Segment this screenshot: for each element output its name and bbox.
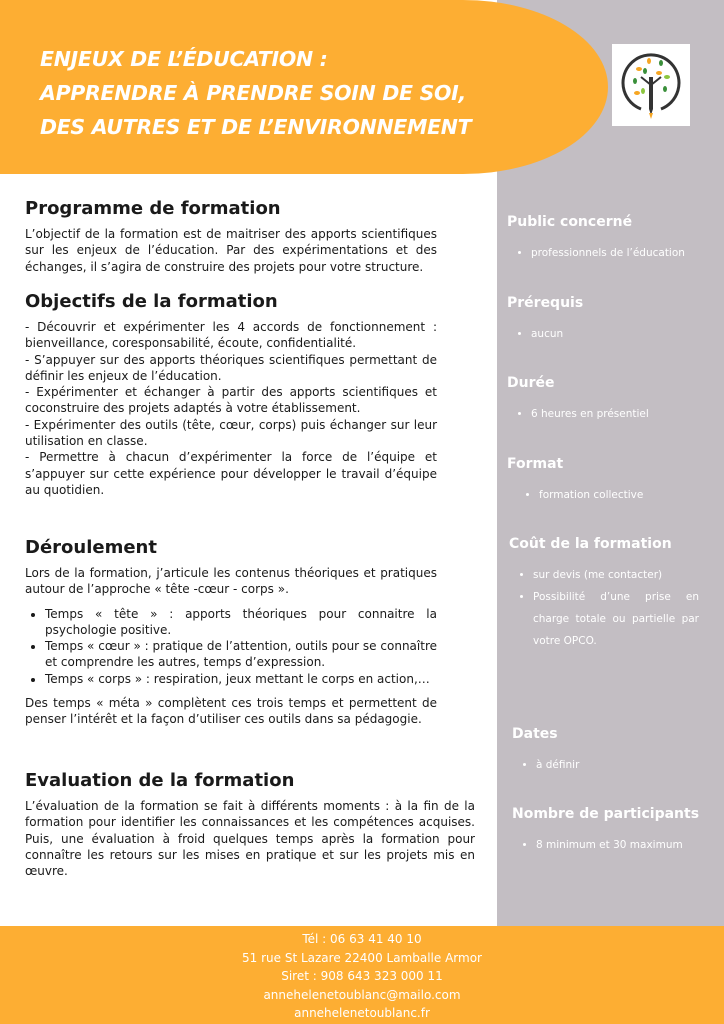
sidebar-heading: Public concerné [507, 214, 633, 230]
tree-pencil-logo-icon [619, 49, 683, 121]
sidebar-public [507, 214, 697, 264]
sidebar-cout [509, 536, 699, 652]
objective-line: - Expérimenter des outils (tête, cœur, corps) puis échanger sur leur utilisation en classe. [25, 417, 437, 449]
objective-line: - Expérimenter et échanger à partir des apports scientifiques et coconstruire des projets adaptés à votre établissement. [25, 385, 437, 416]
list-item: • Temps « tête » : apports théoriques pour connaitre la psychologie positive. [45, 606, 437, 639]
section-heading: Déroulement [25, 537, 157, 558]
sidebar-duree [507, 375, 697, 425]
list-item: • professionnels de l’éducation [531, 242, 697, 264]
sidebar-heading: Format [507, 456, 564, 472]
objective-line: - S’appuyer sur des apports théoriques scientifiques permettant de définir les enjeux de l’éducation. [25, 352, 437, 383]
deroulement-intro: Lors de la formation, j’articule les contenus théoriques et pratiques autour de l’approche « tête -cœur - corps ». [25, 566, 437, 597]
objective-line: - Permettre à chacun d’expérimenter la force de l’équipe et s’appuyer sur cette expérience pour développer le travail d’équipe au quotidien. [25, 450, 437, 497]
title-line: APPRENDRE À PRENDRE SOIN DE SOI, [40, 81, 466, 105]
list-item: • à définir [536, 754, 702, 776]
list-item: • sur devis (me contacter) [533, 564, 699, 586]
list-item: • Temps « corps » : respiration, jeux mettant le corps en action,… [45, 671, 437, 687]
programme-text: L’objectif de la formation est de maitriser des apports scientifiques sur les enjeux de l’éducation. Par des expérimentations et des échanges, il s’agira de construire des projets pour votre structure. [25, 227, 437, 274]
sidebar-prerequis [507, 295, 697, 345]
list-item: • aucun [531, 323, 697, 345]
sidebar-participants [512, 806, 717, 856]
deroulement-section [25, 537, 437, 728]
sidebar-heading: Dates [512, 726, 558, 742]
sidebar-heading: Coût de la formation [509, 536, 672, 552]
title-line: DES AUTRES ET DE L’ENVIRONNEMENT [40, 115, 472, 139]
sidebar-heading: Durée [507, 375, 555, 391]
list-item: • Temps « cœur » : pratique de l’attention, outils pour se connaître et comprendre les autres, temps d’expression. [45, 638, 437, 671]
evaluation-text: L’évaluation de la formation se fait à différents moments : à la fin de la formation pour identifier les connaissances et les compétences acquises. Puis, une évaluation à froid quelques temps après la formation pour connaître les retours sur les mises en pratique et sur les projets mis en œuvre. [25, 799, 475, 879]
objective-line: - Découvrir et expérimenter les 4 accords de fonctionnement : bienveillance, coresponsabilité, écoute, confidentialité. [25, 320, 437, 351]
deroulement-outro: Des temps « méta » complètent ces trois temps et permettent de penser l’intérêt et la façon d’utiliser ces outils dans sa pédagogie. [25, 696, 437, 727]
sidebar-heading: Nombre de participants [512, 806, 700, 822]
list-item: • formation collective [539, 484, 697, 506]
list-item: • 8 minimum et 30 maximum [536, 834, 717, 856]
section-heading: Evaluation de la formation [25, 770, 295, 791]
sidebar-format [507, 456, 697, 506]
footer-email[interactable]: annehelenetoublanc@mailo.com [263, 987, 461, 1002]
footer [0, 926, 724, 1024]
footer-website[interactable]: annehelenetoublanc.fr [294, 1006, 430, 1020]
footer-address: 51 rue St Lazare 22400 Lamballe Armor [242, 950, 482, 965]
footer-phone: Tél : 06 63 41 40 10 [302, 932, 422, 946]
logo [612, 44, 690, 126]
section-heading: Programme de formation [25, 198, 281, 219]
list-item: • 6 heures en présentiel [531, 403, 697, 425]
programme-section [25, 198, 437, 275]
title-line: ENJEUX DE L’ÉDUCATION : [40, 47, 328, 71]
footer-siret: Siret : 908 643 323 000 11 [281, 969, 443, 983]
sidebar-heading: Prérequis [507, 295, 584, 311]
page-title [40, 42, 471, 144]
sidebar-dates [512, 726, 702, 776]
objectifs-section [25, 291, 437, 498]
list-item: • Possibilité d’une prise en charge totale ou partielle par votre OPCO. [533, 586, 699, 652]
evaluation-section [25, 770, 475, 879]
section-heading: Objectifs de la formation [25, 291, 278, 312]
